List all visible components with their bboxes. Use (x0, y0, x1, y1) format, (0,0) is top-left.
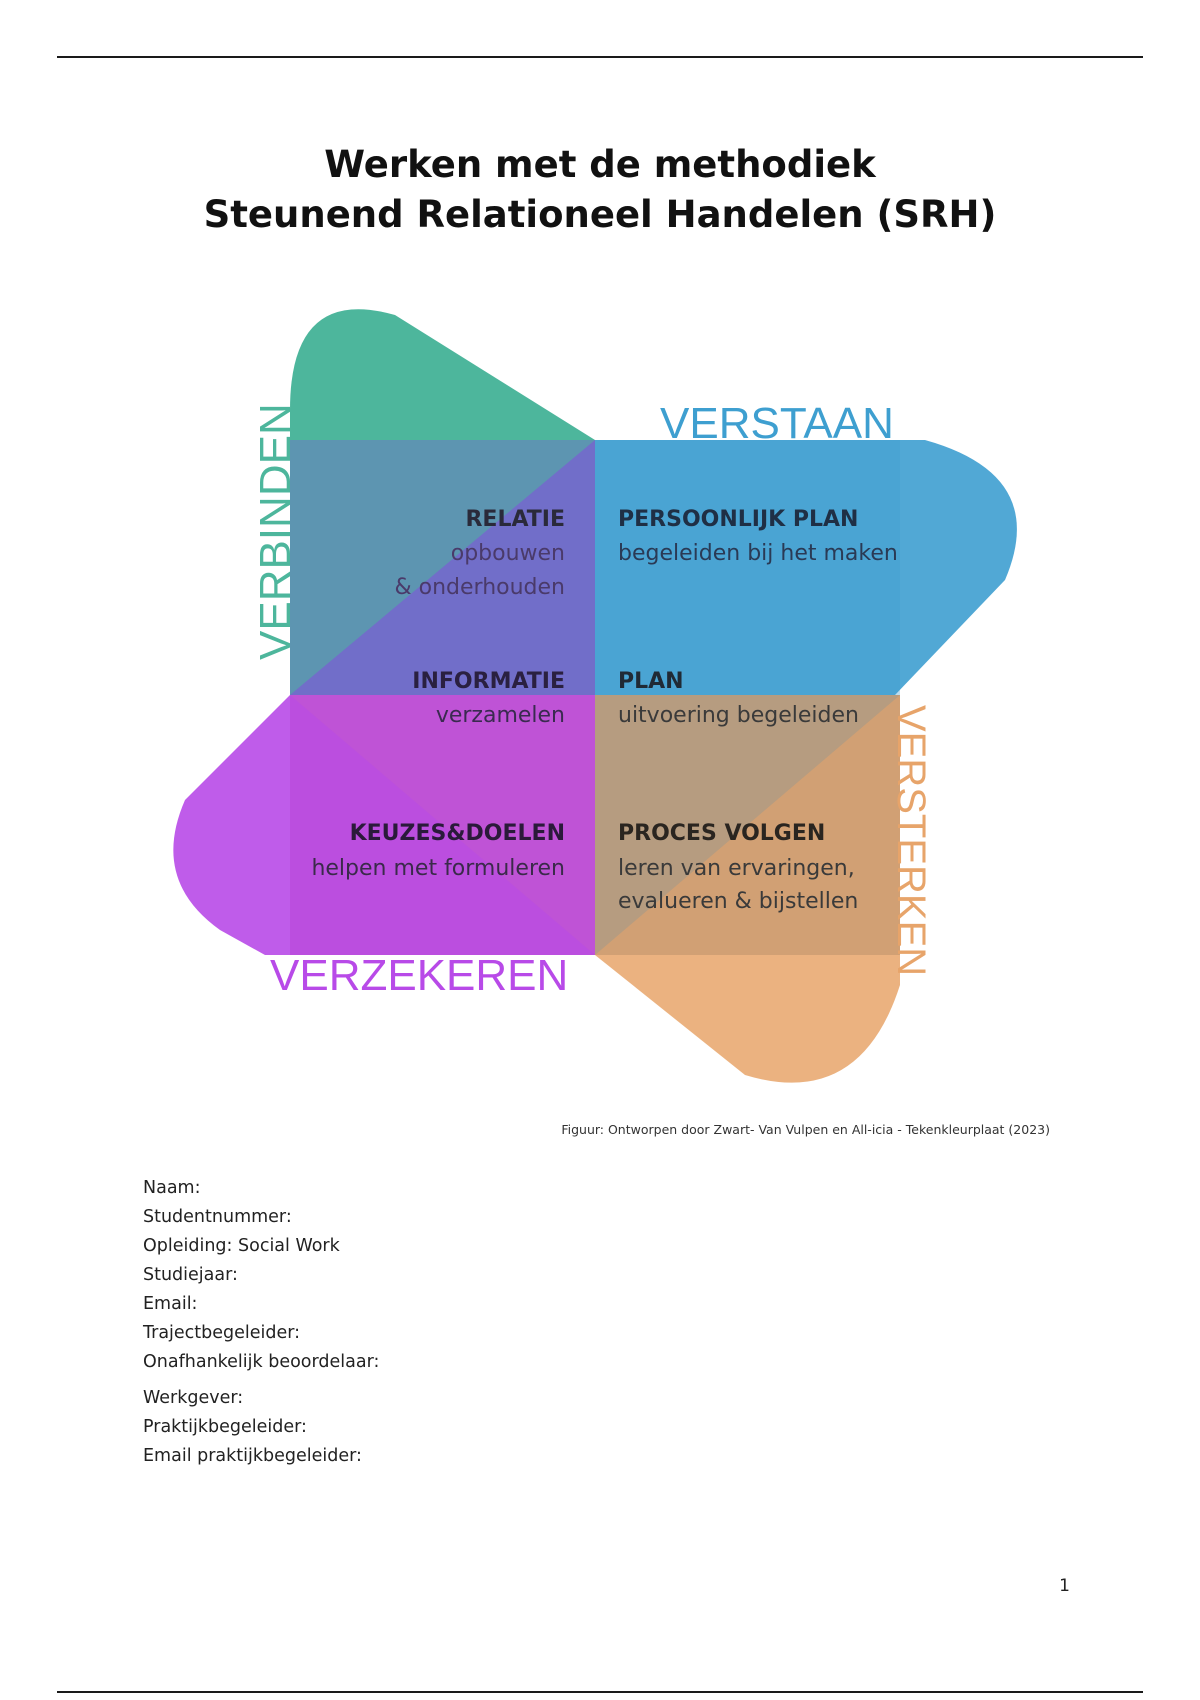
bottom-rule (57, 1691, 1143, 1693)
cell-plan-line1: uitvoering begeleiden (618, 703, 859, 728)
cell-plan-heading: PLAN (618, 669, 684, 694)
field-werkgever: Werkgever: (143, 1388, 244, 1408)
cell-relatie-line1: opbouwen (450, 541, 565, 566)
student-info (143, 1174, 379, 1471)
field-email-praktijkbegeleider: Email praktijkbegeleider: (143, 1446, 362, 1466)
field-email: Email: (143, 1294, 198, 1314)
field-beoordelaar: Onafhankelijk beoordelaar: (143, 1352, 380, 1372)
field-trajectbegeleider: Trajectbegeleider: (143, 1323, 301, 1343)
page-title (0, 140, 1200, 240)
cell-keuzes-heading: KEUZES&DOELEN (349, 821, 565, 846)
field-naam: Naam: (143, 1178, 201, 1198)
figure-caption: Figuur: Ontworpen door Zwart- Van Vulpen en All-icia - Tekenkleurplaat (2023) (561, 1122, 1050, 1137)
srh-diagram (0, 290, 1200, 1100)
cell-relatie-line2: & onderhouden (394, 575, 565, 600)
cell-proces-line1: leren van ervaringen, (618, 856, 855, 881)
cell-relatie-heading: RELATIE (465, 507, 565, 532)
cell-persoonlijk-line1: begeleiden bij het maken (618, 541, 898, 566)
cell-keuzes-line1: helpen met formuleren (311, 856, 565, 881)
title-line-1: Werken met de methodiek (324, 143, 876, 186)
field-studiejaar: Studiejaar: (143, 1265, 238, 1285)
page-number: 1 (1059, 1576, 1070, 1596)
cell-proces-heading: PROCES VOLGEN (618, 821, 826, 846)
quadrant-persoonlijk (595, 440, 900, 695)
title-line-2: Steunend Relationeel Handelen (SRH) (203, 193, 997, 236)
label-verbinden: VERBINDEN (251, 403, 300, 660)
cell-informatie-heading: INFORMATIE (412, 669, 565, 694)
label-verzekeren: VERZEKEREN (270, 951, 569, 1000)
label-verstaan: VERSTAAN (660, 399, 894, 448)
cell-proces-line2: evalueren & bijstellen (618, 889, 859, 914)
cell-persoonlijk-heading: PERSOONLIJK PLAN (618, 507, 859, 532)
label-versterken: VERSTERKEN (889, 705, 933, 977)
field-opleiding: Opleiding: Social Work (143, 1236, 340, 1256)
top-rule (57, 56, 1143, 58)
field-praktijkbegeleider: Praktijkbegeleider: (143, 1417, 307, 1437)
cell-informatie-line1: verzamelen (435, 703, 565, 728)
field-studentnummer: Studentnummer: (143, 1207, 292, 1227)
